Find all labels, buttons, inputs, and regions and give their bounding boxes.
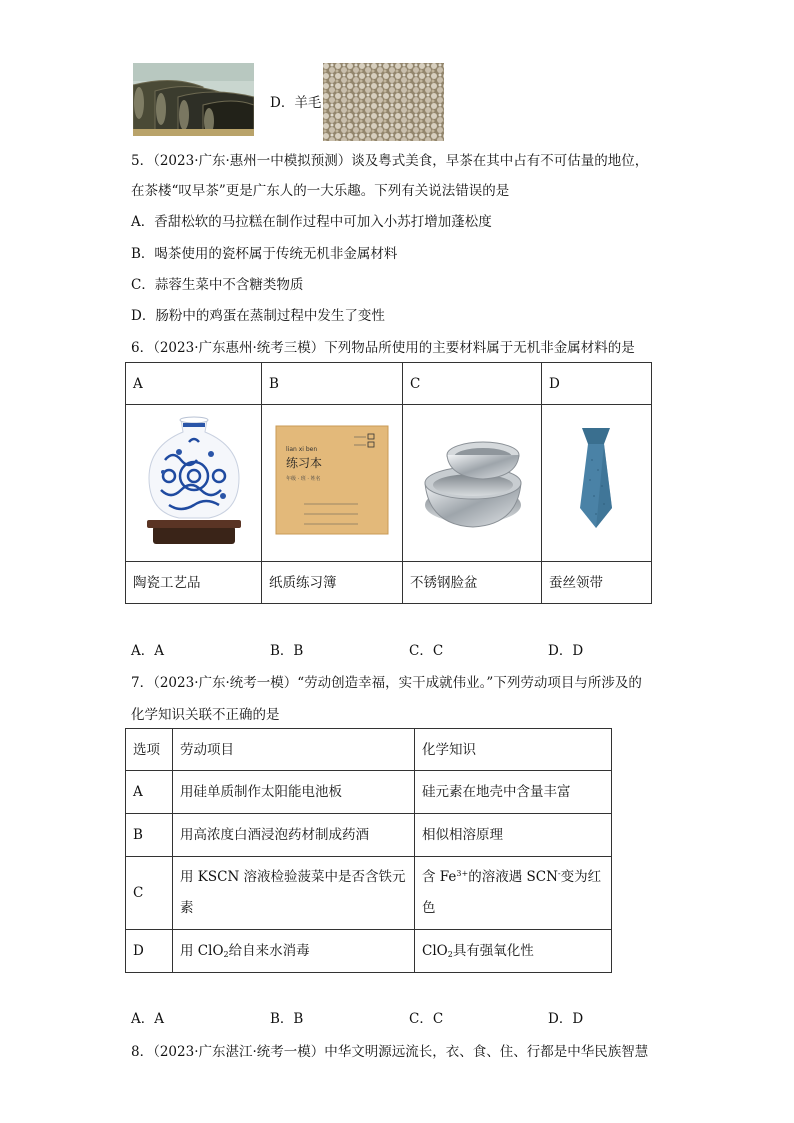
q7-header-labor: 劳动项目 <box>173 729 415 771</box>
q6-answer-b[interactable]: B．B <box>270 643 304 659</box>
q5-option-d: D．肠粉中的鸡蛋在蒸制过程中发生了变性 <box>131 308 385 324</box>
q6-cell-basin <box>403 405 542 562</box>
q6-header-a: A <box>126 363 262 405</box>
q7-stem-line1: 7．（2023·广东·统考一模）“劳动创造幸福，实干成就伟业。”下列劳动项目与所涉及的 <box>131 675 642 691</box>
q6-cell-vase <box>126 405 262 562</box>
wool-texture-image <box>323 63 444 141</box>
table-row <box>126 814 612 857</box>
notebook-title: 练习本 <box>286 456 323 470</box>
q7-answer-c[interactable]: C．C <box>409 1011 444 1027</box>
q5-option-a: A．香甜松软的马拉糕在制作过程中可加入小苏打增加蓬松度 <box>131 214 492 230</box>
q6-answer-c[interactable]: C．C <box>409 643 444 659</box>
q6-header-b: B <box>262 363 403 405</box>
q7-row-c-option: C <box>126 857 173 930</box>
q7-row-d-chem: ClO$_2$具有强氧化性 <box>415 930 612 973</box>
q7-row-a-chem: 硅元素在地壳中含量丰富 <box>415 771 612 814</box>
q6-label-c: 不锈钢脸盆 <box>403 562 542 604</box>
q4-option-d: D．羊毛 <box>270 95 322 111</box>
q7-answer-b[interactable]: B．B <box>270 1011 304 1027</box>
q7-table <box>125 728 612 973</box>
stainless-basin-image <box>413 425 531 535</box>
q6-header-c: C <box>403 363 542 405</box>
q8-stem-line1: 8．（2023·广东湛江·统考一模）中华文明源远流长，衣、食、住、行都是中华民族智慧 <box>131 1044 649 1060</box>
q6-header-d: D <box>542 363 652 405</box>
q5-option-b: B．喝茶使用的瓷杯属于传统无机非金属材料 <box>131 246 398 262</box>
q7-row-a-labor: 用硅单质制作太阳能电池板 <box>173 771 415 814</box>
q7-row-d-option: D <box>126 930 173 973</box>
q6-label-b: 纸质练习簿 <box>262 562 403 604</box>
q6-label-d: 蚕丝领带 <box>542 562 652 604</box>
q5-stem-line1: 5．（2023·广东·惠州一中模拟预测）谈及粤式美食，早茶在其中占有不可估量的地位， <box>131 153 649 169</box>
q6-answer-d[interactable]: D．D <box>548 643 584 659</box>
q7-answer-d[interactable]: D．D <box>548 1011 584 1027</box>
q7-row-c-labor: 用 KSCN 溶液检验菠菜中是否含铁元 素 <box>173 857 415 930</box>
porcelain-vase-image <box>139 410 249 550</box>
q6-answer-options <box>131 641 691 661</box>
table-row <box>126 930 612 973</box>
q5-stem-line2: 在茶楼“叹早茶”更是广东人的一大乐趣。下列有关说法错误的是 <box>131 183 510 199</box>
q7-header-chem: 化学知识 <box>415 729 612 771</box>
q7-answer-a[interactable]: A．A <box>131 1011 164 1027</box>
notebook-grade-line: 年级 · 班 · 姓名 <box>286 476 321 482</box>
notebook-pinyin: lian xi ben <box>286 446 318 453</box>
q7-stem-line2: 化学知识关联不正确的是 <box>131 707 280 723</box>
q6-cell-notebook <box>262 405 403 562</box>
q7-row-d-labor: 用 ClO$_2$给自来水消毒 <box>173 930 415 973</box>
q7-row-c-chem: 含 $Fe^{3+}$的溶液遇 SCN-变为红 色 <box>415 857 612 930</box>
leather-rolls-image <box>133 63 254 136</box>
q5-option-c: C．蒜蓉生菜中不含糖类物质 <box>131 277 304 293</box>
q6-cell-tie <box>542 405 652 562</box>
q7-row-b-option: B <box>126 814 173 857</box>
table-row <box>126 771 612 814</box>
q7-answer-options <box>131 1009 691 1029</box>
table-row <box>126 857 612 930</box>
paper-notebook-image <box>274 424 390 536</box>
silk-tie-image <box>552 424 642 536</box>
q6-stem: 6．（2023·广东惠州·统考三模）下列物品所使用的主要材料属于无机非金属材料的是 <box>131 340 635 356</box>
q6-label-a: 陶瓷工艺品 <box>126 562 262 604</box>
q7-row-b-chem: 相似相溶原理 <box>415 814 612 857</box>
q6-options-table <box>125 362 652 604</box>
q6-answer-a[interactable]: A．A <box>131 643 164 659</box>
q7-row-a-option: A <box>126 771 173 814</box>
q7-header-option: 选项 <box>126 729 173 771</box>
q7-row-b-labor: 用高浓度白酒浸泡药材制成药酒 <box>173 814 415 857</box>
